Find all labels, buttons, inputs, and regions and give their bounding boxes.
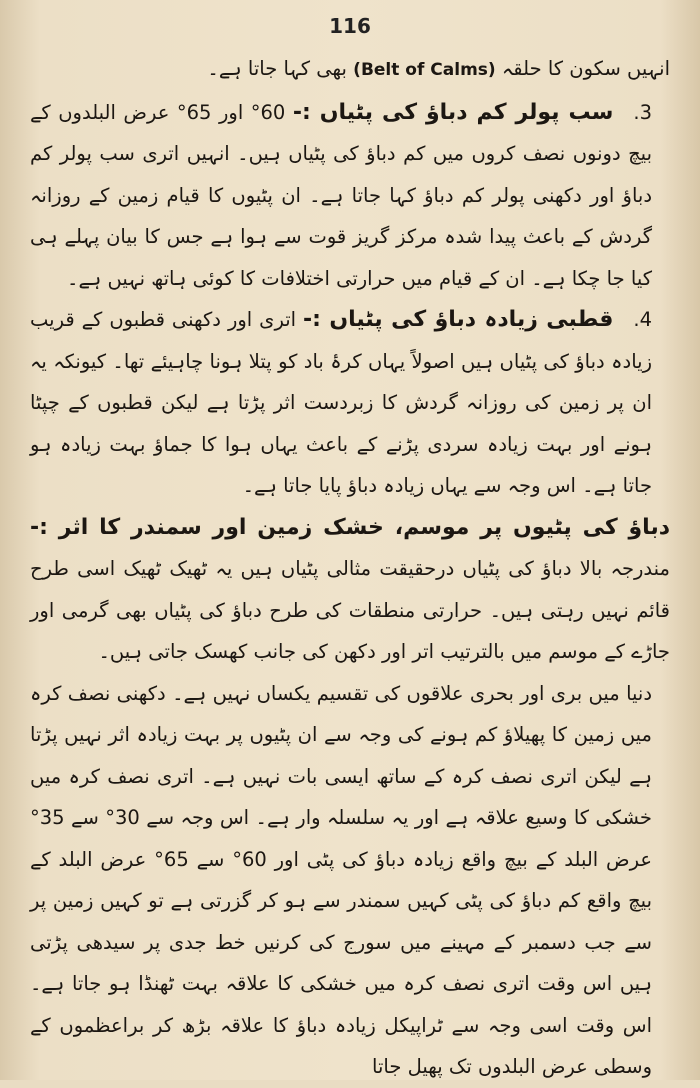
page-body (30, 48, 670, 1088)
paragraph-subpolar-low (30, 92, 670, 300)
paragraph-polar-high (30, 299, 670, 507)
english-term: (Belt of Calms) (353, 60, 496, 80)
paragraph-text: دنیا میں بری اور بحری علاقوں کی تقسیم یکساں نہیں ہے۔ دکھنی نصف کرہ میں زمین کا پھیلاؤ کم ہونے کی وجہ سے ان پٹیوں پر بہت زیادہ اثر نہیں پڑتا ہے لیکن اتری نصف کرہ کے ساتھ ایسی بات نہیں ہے۔ اتری نصف کرہ میں خشکی کا وسیع علاقہ ہے اور یہ سلسلہ وار ہے۔ اس وجہ سے 30° سے 35° عرض البلد کے بیچ واقع زیادہ دباؤ کی پٹی اور 60° سے 65° عرض البلد کے بیچ واقع کم دباؤ کی پٹی کہیں سمندر سے ہو کر گزرتی ہے تو کہیں زمین پر سے جب دسمبر کے مہینے میں سورج کی کرنیں خط جدی پر سیدھی پڑتی ہیں اس وقت اتری نصف کرہ میں خشکی کا علاقہ بہت ٹھنڈا ہو جاتا ہے۔ اس وقت اسی وجہ سے ٹراپیکل زیادہ دباؤ کا علاقہ بڑھ کر براعظموں کے وسطی عرض البلدوں تک پھیل جاتا (30, 681, 652, 1078)
paragraph-text: بھی کہا جاتا ہے۔ (207, 57, 354, 80)
paragraph-text: مندرجہ بالا دباؤ کی پٹیاں درحقیقت مثالی پٹیاں ہیں یہ ٹھیک ٹھیک اسی طرح قائم نہیں رہتی ہیں۔ حرارتی منطقات کی طرح دباؤ کی پٹیاں بھی گرمی اور جاڑے کے موسم میں بالترتیب اتر اور دکھن کی جانب کھسک جاتی ہیں۔ (30, 557, 670, 663)
page-number: 116 (329, 14, 371, 38)
paragraph-text: 60° اور 65° عرض البلدوں کے بیچ دونوں نصف کروں میں کم دباؤ کی پٹیاں ہیں۔ انہیں اتری سب پولر کم دباؤ اور دکھنی پولر کم دباؤ کہا جاتا ہے۔ ان پٹیوں کا قیام زمین کے روزانہ گردش کے باعث پیدا شدہ مرکز گریز قوت سے ہوا ہے جس کا بیان پہلے ہی کیا جا چکا ہے۔ ان کے قیام میں حرارتی اختلافات کا کوئی ہاتھ نہیں ہے۔ (30, 100, 652, 290)
section-heading: سب پولر کم دباؤ کی پٹیاں :- (292, 99, 614, 125)
section-number: 4. (633, 308, 652, 331)
paragraph-belt-of-calms (30, 48, 670, 92)
paragraph-land-sea-distribution (30, 673, 670, 1088)
section-heading: دباؤ کی پٹیوں پر موسم، خشک زمین اور سمندر کا اثر :- (30, 514, 670, 540)
paragraph-text: اتری اور دکھنی قطبوں کے قریب زیادہ دباؤ کی پٹیاں ہیں اصولاً یہاں کرۂ باد کو پتلا ہونا چاہیئے تھا۔ کیونکہ یہ ان پر زمین کی روزانہ گردش کا زبردست اثر پڑتا ہے لیکن قطبوں کے چپٹا ہونے اور بہت زیادہ سردی پڑنے کے باعث یہاں ہوا کا جماؤ بہت زیادہ ہو جاتا ہے۔ اس وجہ سے یہاں زیادہ دباؤ پایا جاتا ہے۔ (30, 308, 652, 497)
section-heading: قطبی زیادہ دباؤ کی پٹیاں :- (303, 307, 614, 332)
paragraph-seasonal-effects (30, 507, 670, 673)
section-number: 3. (633, 100, 652, 124)
paragraph-text: انہیں سکون کا حلقہ (495, 57, 670, 80)
